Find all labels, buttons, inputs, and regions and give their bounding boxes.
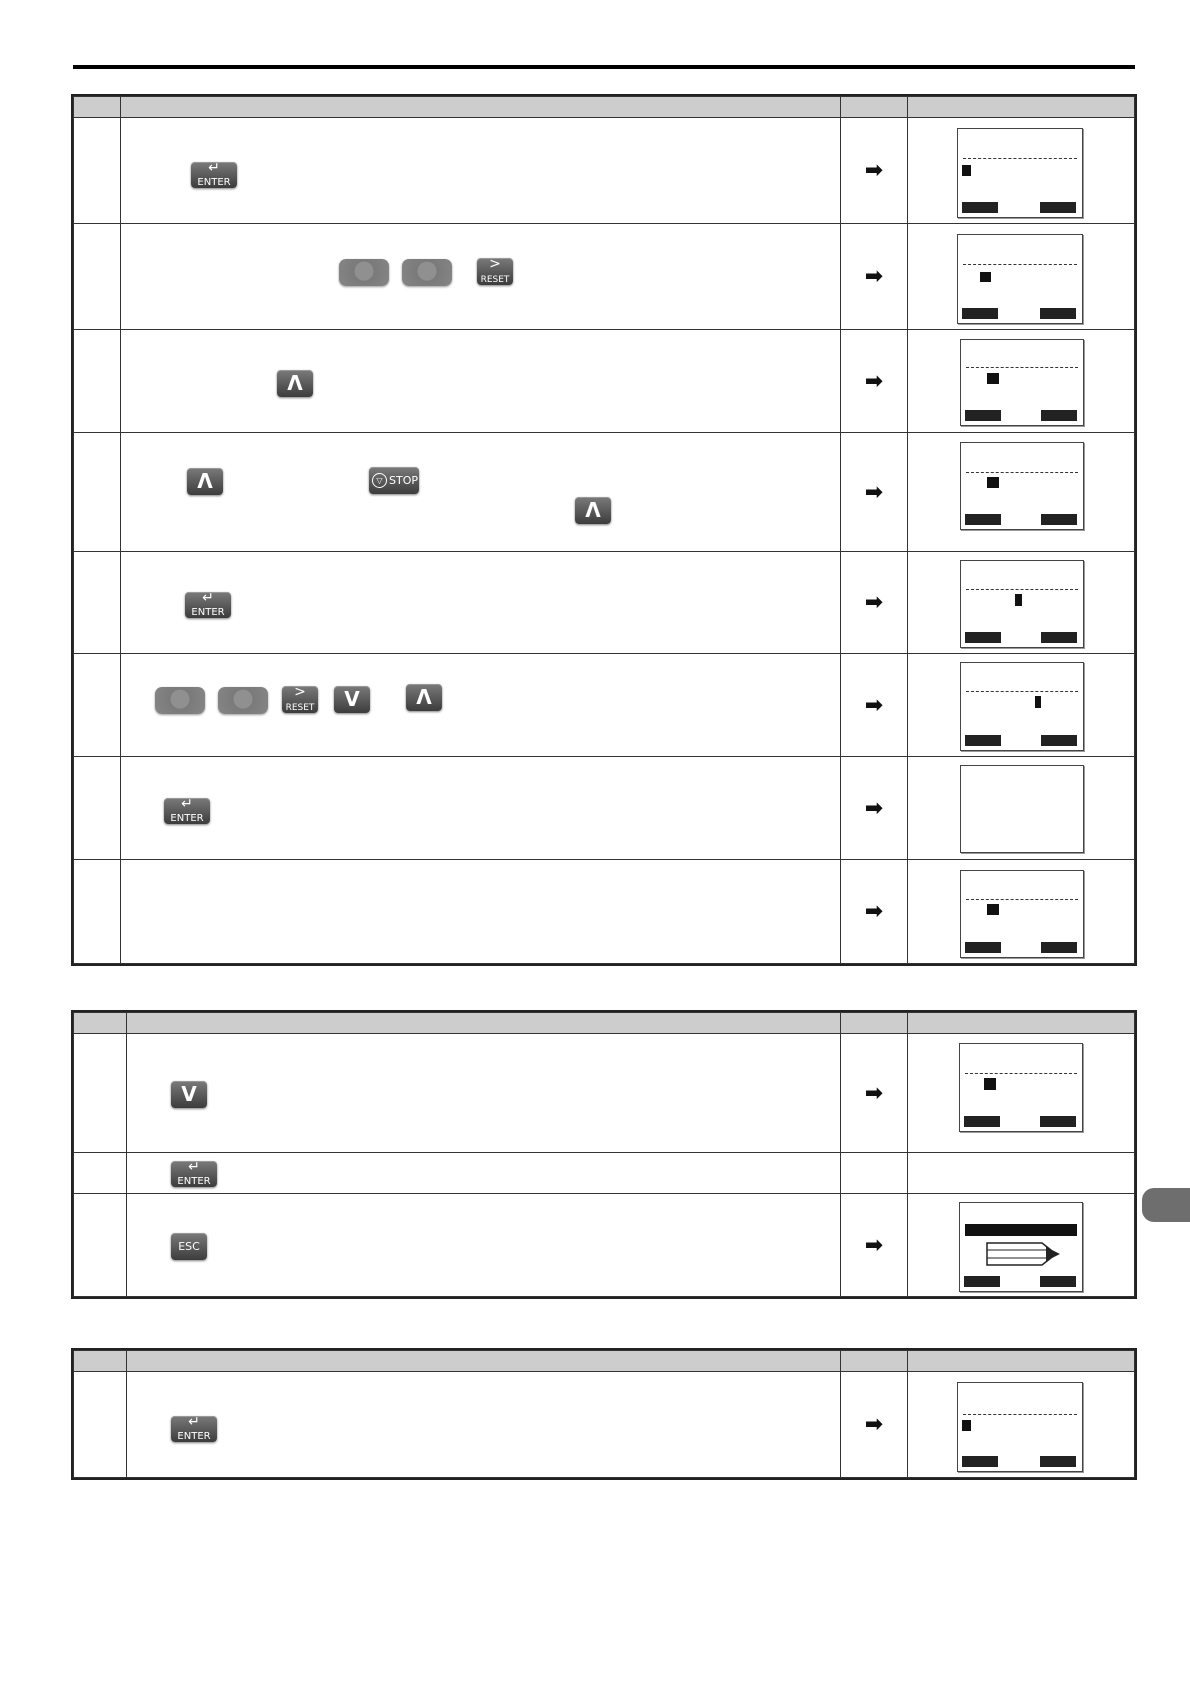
reset-key-icon — [282, 686, 318, 713]
reset-key-label: RESET — [285, 703, 315, 713]
enter-key-label: ENTER — [177, 1431, 211, 1442]
lcd-cursor — [987, 373, 999, 384]
table-row — [74, 433, 1135, 552]
lcd-softkey-right — [1040, 1456, 1076, 1467]
enter-glyph-icon: ↵ — [208, 160, 220, 176]
display-cell — [908, 118, 1135, 224]
chapter-tab — [1142, 1188, 1190, 1222]
enter-key-icon — [164, 798, 210, 824]
lcd-softkey-left — [965, 632, 1001, 643]
display-cell — [908, 1194, 1135, 1297]
lcd-softkey-left — [962, 308, 998, 319]
result-arrow — [841, 118, 908, 224]
lcd-softkey-right — [1041, 632, 1077, 643]
header-arrow — [841, 97, 908, 118]
step-description — [121, 118, 841, 224]
lcd-display — [960, 339, 1084, 426]
lcd-title-bar — [965, 1224, 1077, 1236]
up-key-icon — [277, 370, 313, 397]
header-display — [908, 1013, 1135, 1034]
lcd-display — [957, 128, 1083, 218]
lcd-softkey-left — [964, 1116, 1000, 1127]
table-header — [74, 1013, 1135, 1034]
display-cell — [908, 1372, 1135, 1478]
up-key-icon — [187, 468, 223, 495]
lcd-divider — [966, 691, 1078, 692]
table-row — [74, 118, 1135, 224]
step-description — [127, 1372, 841, 1478]
lcd-softkey-right — [1041, 942, 1077, 953]
display-cell — [908, 860, 1135, 964]
right-arrow-icon: ➡ — [864, 1232, 884, 1258]
table-row — [74, 1153, 1135, 1194]
lcd-cursor — [962, 1420, 971, 1431]
lcd-softkey-left — [965, 514, 1001, 525]
enter-key-icon — [185, 592, 231, 618]
step-number — [74, 1034, 127, 1153]
step-description — [127, 1034, 841, 1153]
lcd-display-entry — [959, 1202, 1083, 1292]
enter-glyph-icon: ↵ — [188, 1414, 200, 1430]
header-procedure — [121, 97, 841, 118]
display-cell — [908, 1153, 1135, 1194]
header-display — [908, 1351, 1135, 1372]
top-rule — [73, 65, 1135, 69]
display-cell — [908, 654, 1135, 757]
table-row — [74, 1034, 1135, 1153]
result-arrow — [841, 330, 908, 433]
right-arrow-icon: ➡ — [864, 264, 884, 289]
header-step — [74, 97, 121, 118]
lcd-display — [960, 870, 1084, 958]
right-arrow-icon: ➡ — [864, 479, 884, 505]
stop-circle-icon: ▽ — [372, 473, 387, 488]
header-procedure — [127, 1351, 841, 1372]
step-description — [121, 757, 841, 860]
lcd-cursor — [1015, 594, 1022, 606]
step-number — [74, 654, 121, 757]
enter-key-label: ENTER — [197, 177, 231, 188]
result-arrow — [841, 1034, 908, 1153]
procedure-table-2 — [73, 1012, 1135, 1297]
step-number — [74, 552, 121, 654]
lcd-divider — [963, 1414, 1077, 1415]
procedure-table-3 — [73, 1350, 1135, 1478]
header-step — [74, 1013, 127, 1034]
header-procedure — [127, 1013, 841, 1034]
step-description — [121, 860, 841, 964]
table-row — [74, 1194, 1135, 1297]
enter-key-label: ENTER — [177, 1176, 211, 1187]
step-description — [121, 224, 841, 330]
down-chevron-icon: V — [181, 1082, 197, 1106]
table-row — [74, 860, 1135, 964]
display-cell — [908, 330, 1135, 433]
lcd-softkey-left — [965, 942, 1001, 953]
blank-key-icon — [155, 687, 205, 714]
blank-key-icon — [339, 259, 389, 286]
result-arrow — [841, 1372, 908, 1478]
step-description — [127, 1153, 841, 1194]
enter-key-label: ENTER — [170, 813, 204, 824]
display-cell — [908, 433, 1135, 552]
lcd-cursor — [984, 1078, 996, 1090]
lcd-softkey-right — [1040, 1116, 1076, 1127]
lcd-divider — [963, 264, 1077, 265]
lcd-divider — [966, 589, 1078, 590]
reset-key-icon — [477, 258, 513, 285]
lcd-display — [960, 560, 1084, 648]
step-number — [74, 1372, 127, 1478]
right-arrow-icon: ➡ — [864, 692, 884, 718]
step-number — [74, 1194, 127, 1297]
down-key-icon — [334, 686, 370, 713]
up-chevron-icon: Λ — [197, 469, 213, 493]
result-arrow — [841, 757, 908, 860]
lcd-divider — [963, 158, 1077, 159]
up-chevron-icon: Λ — [416, 685, 432, 709]
pencil-icon — [986, 1241, 1062, 1267]
lcd-display-blank — [960, 765, 1084, 853]
right-arrow-icon: ➡ — [864, 368, 884, 394]
right-arrow-icon: ➡ — [864, 1412, 884, 1437]
display-cell — [908, 224, 1135, 330]
header-display — [908, 97, 1135, 118]
table-row — [74, 330, 1135, 433]
lcd-divider — [966, 899, 1078, 900]
lcd-softkey-right — [1040, 202, 1076, 213]
lcd-cursor — [980, 272, 991, 282]
step-number — [74, 860, 121, 964]
table-header — [74, 97, 1135, 118]
enter-key-icon — [171, 1161, 217, 1187]
lcd-softkey-right — [1041, 735, 1077, 746]
up-key-icon — [575, 497, 611, 524]
result-arrow — [841, 224, 908, 330]
table-row — [74, 654, 1135, 757]
enter-glyph-icon: ↵ — [188, 1159, 200, 1175]
enter-glyph-icon: ↵ — [202, 590, 214, 606]
step-description — [121, 552, 841, 654]
lcd-cursor — [987, 904, 999, 915]
lcd-display — [957, 1382, 1083, 1472]
lcd-display — [960, 442, 1084, 530]
lcd-softkey-right — [1040, 308, 1076, 319]
result-arrow-empty — [841, 1153, 908, 1194]
result-arrow — [841, 552, 908, 654]
table-row — [74, 552, 1135, 654]
lcd-cursor — [1035, 696, 1041, 708]
stop-key-icon — [369, 467, 419, 494]
stop-key-label: STOP — [389, 474, 418, 487]
header-arrow — [841, 1013, 908, 1034]
result-arrow — [841, 1194, 908, 1297]
right-arrow-icon: ➡ — [864, 1080, 884, 1106]
table-row — [74, 224, 1135, 330]
result-arrow — [841, 654, 908, 757]
right-chevron-icon: > — [489, 256, 501, 272]
lcd-softkey-right — [1040, 1276, 1076, 1287]
right-arrow-icon: ➡ — [864, 795, 884, 821]
step-description — [127, 1194, 841, 1297]
table-row — [74, 757, 1135, 860]
step-number — [74, 1153, 127, 1194]
display-cell — [908, 757, 1135, 860]
up-chevron-icon: Λ — [287, 371, 303, 395]
lcd-softkey-left — [962, 202, 998, 213]
lcd-softkey-left — [965, 410, 1001, 421]
lcd-display — [959, 1043, 1083, 1132]
lcd-divider — [966, 367, 1078, 368]
result-arrow — [841, 860, 908, 964]
down-key-icon — [171, 1081, 207, 1108]
lcd-display — [960, 662, 1084, 751]
enter-key-icon — [191, 162, 237, 188]
lcd-softkey-left — [962, 1456, 998, 1467]
procedure-table-1 — [73, 96, 1135, 964]
lcd-softkey-right — [1041, 410, 1077, 421]
lcd-display — [957, 234, 1083, 324]
up-chevron-icon: Λ — [585, 498, 601, 522]
display-cell — [908, 552, 1135, 654]
step-description — [121, 330, 841, 433]
lcd-cursor — [962, 165, 971, 176]
lcd-softkey-right — [1041, 514, 1077, 525]
display-cell — [908, 1034, 1135, 1153]
up-key-icon — [406, 684, 442, 711]
lcd-divider — [966, 472, 1078, 473]
step-number — [74, 330, 121, 433]
step-number — [74, 118, 121, 224]
step-number — [74, 224, 121, 330]
esc-key-label: ESC — [178, 1240, 200, 1253]
enter-key-label: ENTER — [191, 607, 225, 618]
lcd-divider — [965, 1073, 1077, 1074]
esc-key-icon — [171, 1233, 207, 1260]
header-arrow — [841, 1351, 908, 1372]
table-header — [74, 1351, 1135, 1372]
right-arrow-icon: ➡ — [864, 158, 884, 183]
reset-key-label: RESET — [480, 275, 510, 285]
lcd-softkey-left — [964, 1276, 1000, 1287]
header-step — [74, 1351, 127, 1372]
right-chevron-icon: > — [294, 684, 306, 700]
result-arrow — [841, 433, 908, 552]
right-arrow-icon: ➡ — [864, 899, 884, 924]
enter-key-icon — [171, 1416, 217, 1442]
blank-key-icon — [402, 259, 452, 286]
down-chevron-icon: V — [344, 687, 360, 711]
enter-glyph-icon: ↵ — [181, 796, 193, 812]
right-arrow-icon: ➡ — [864, 590, 884, 615]
table-row — [74, 1372, 1135, 1478]
step-number — [74, 433, 121, 552]
step-description — [121, 433, 841, 552]
lcd-softkey-left — [965, 735, 1001, 746]
lcd-cursor — [987, 477, 999, 488]
step-number — [74, 757, 121, 860]
step-description — [121, 654, 841, 757]
blank-key-icon — [218, 687, 268, 714]
